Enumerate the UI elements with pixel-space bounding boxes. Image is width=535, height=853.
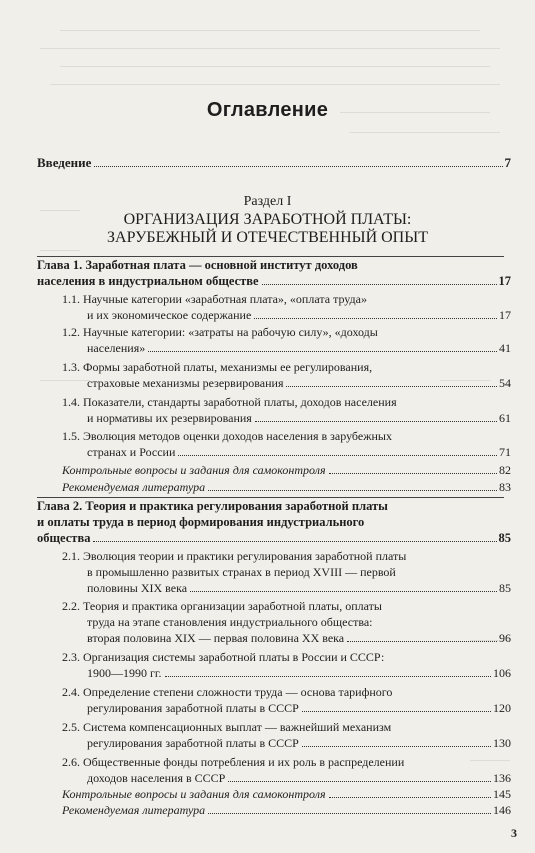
toc-entry-chapter-2-questions[interactable] [62, 786, 511, 802]
dot-leader [94, 166, 502, 167]
toc-entry-1-4-line-1[interactable]: 1.4. Показатели, стандарты заработной платы, доходов населения [62, 395, 397, 409]
dot-leader [178, 455, 497, 456]
toc-entry-page: 145 [493, 787, 511, 801]
dot-leader [302, 711, 491, 712]
chapter-1-page: 17 [498, 274, 511, 288]
toc-entry-2-3[interactable] [87, 665, 511, 681]
toc-entry-2-1-line-2[interactable]: в промышленно развитых странах в период XVIII — первой [87, 565, 396, 579]
chapter-2-title-line-3: общества [37, 531, 91, 545]
toc-entry-line: странах и России [87, 445, 176, 459]
toc-entry-page: 96 [499, 631, 511, 645]
toc-entry-1-4[interactable] [87, 410, 511, 426]
dot-leader [228, 781, 491, 782]
toc-entry-line: Контрольные вопросы и задания для самоконтроля [62, 787, 326, 801]
section-number: Раздел I [243, 194, 292, 209]
toc-entry-1-5-line-1[interactable]: 1.5. Эволюция методов оценки доходов населения в зарубежных [62, 429, 392, 443]
toc-entry-1-1-line-1[interactable]: 1.1. Научные категории «заработная плата», «оплата труда» [62, 292, 367, 306]
toc-entry-1-5[interactable] [87, 444, 511, 460]
toc-entry-page: 71 [499, 445, 511, 459]
toc-entry-line: и нормативы их резервирования [87, 411, 252, 425]
dot-leader [190, 591, 497, 592]
toc-entry-2-4-line-1[interactable]: 2.4. Определение степени сложности труда — основа тарифного [62, 685, 393, 699]
toc-entry-line: половины XIX века [87, 581, 188, 595]
page-title: Оглавление [206, 99, 329, 121]
dot-leader [262, 284, 497, 285]
toc-entry-page: 54 [499, 376, 511, 390]
toc-entry-2-2[interactable] [87, 630, 511, 646]
toc-entry-line: регулирования заработной платы в СССР [87, 701, 299, 715]
toc-entry-page: 106 [493, 666, 511, 680]
chapter-2-title-line-2[interactable]: и оплаты труда в период формирования индустриального [37, 515, 365, 529]
toc-entry-2-2-line-1[interactable]: 2.2. Теория и практика организации заработной платы, оплаты [62, 599, 382, 613]
dot-leader [329, 473, 497, 474]
section-title-line-2: ЗАРУБЕЖНЫЙ И ОТЕЧЕСТВЕННЫЙ ОПЫТ [107, 229, 428, 246]
toc-entry-2-4[interactable] [87, 700, 511, 716]
toc-entry-page: 120 [493, 701, 511, 715]
toc-entry-1-2-line-1[interactable]: 1.2. Научные категории: «затраты на рабочую силу», «доходы [62, 325, 378, 339]
toc-entry-line: вторая половина XIX — первая половина XX века [87, 631, 345, 645]
toc-entry-1-3[interactable] [87, 375, 511, 391]
toc-entry-2-6[interactable] [87, 770, 511, 786]
toc-entry-chapter-1-questions[interactable] [62, 462, 511, 478]
dot-leader [347, 641, 497, 642]
dot-leader [286, 386, 497, 387]
toc-entry-line: Рекомендуемая литература [62, 803, 206, 817]
toc-entry-line: регулирования заработной платы в СССР [87, 736, 299, 750]
toc-entry-page: 61 [499, 411, 511, 425]
toc-entry-1-3-line-1[interactable]: 1.3. Формы заработной платы, механизмы ее регулирования, [62, 360, 373, 374]
toc-entry-line: Контрольные вопросы и задания для самоконтроля [62, 463, 326, 477]
toc-entry-page: 146 [493, 803, 511, 817]
toc-entry-chapter-1[interactable] [37, 273, 511, 289]
chapter-1-title-line-2: населения в индустриальном обществе [37, 274, 259, 288]
toc-entry-page: 85 [499, 581, 511, 595]
toc-entry-page: 7 [504, 155, 511, 170]
toc-entry-2-3-line-1[interactable]: 2.3. Организация системы заработной платы в России и СССР: [62, 650, 385, 664]
dot-leader [254, 318, 497, 319]
toc-entry-chapter-1-literature[interactable] [62, 479, 511, 495]
toc-entry-2-5-line-1[interactable]: 2.5. Система компенсационных выплат — важнейший механизм [62, 720, 392, 734]
toc-entry-line: страховые механизмы резервирования [87, 376, 284, 390]
dot-leader [302, 746, 491, 747]
chapter-1-title-line-1[interactable]: Глава 1. Заработная плата — основной институт доходов [37, 258, 358, 272]
toc-entry-1-2[interactable] [87, 340, 511, 356]
page-number: 3 [511, 826, 517, 840]
section-title-line-1: ОРГАНИЗАЦИЯ ЗАРАБОТНОЙ ПЛАТЫ: [123, 211, 412, 228]
chapter-2-title-line-1[interactable]: Глава 2. Теория и практика регулирования заработной платы [37, 499, 388, 513]
dot-leader [148, 351, 497, 352]
dot-leader [329, 797, 491, 798]
toc-entry-chapter-2-literature[interactable] [62, 802, 511, 818]
toc-entry-2-5[interactable] [87, 735, 511, 751]
toc-entry-2-2-line-2[interactable]: труда на этапе становления индустриального общества: [87, 615, 373, 629]
toc-entry-2-1-line-1[interactable]: 2.1. Эволюция теории и практики регулирования заработной платы [62, 549, 407, 563]
toc-entry-2-6-line-1[interactable]: 2.6. Общественные фонды потребления и их роль в распределении [62, 755, 405, 769]
toc-entry-page: 83 [499, 480, 511, 494]
toc-entry-page: 17 [499, 308, 511, 322]
dot-leader [165, 676, 492, 677]
dot-leader [208, 490, 497, 491]
toc-entry-line: и их экономическое содержание [87, 308, 252, 322]
toc-entry-line: доходов населения в СССР [87, 771, 226, 785]
toc-entry-line: 1900—1990 гг. [87, 666, 162, 680]
toc-entry-page: 130 [493, 736, 511, 750]
dot-leader [93, 541, 496, 542]
toc-entry-page: 136 [493, 771, 511, 785]
toc-entry-1-1[interactable] [87, 307, 511, 323]
toc-entry-intro[interactable] [37, 155, 511, 171]
toc-entry-page: 41 [499, 341, 511, 355]
dot-leader [255, 421, 497, 422]
chapter-2-page: 85 [498, 531, 511, 545]
toc-entry-2-1[interactable] [87, 580, 511, 596]
toc-entry-chapter-2[interactable] [37, 530, 511, 546]
toc-entry-line: населения» [87, 341, 146, 355]
toc-entry-label: Введение [37, 155, 92, 170]
toc-entry-line: Рекомендуемая литература [62, 480, 206, 494]
dot-leader [208, 813, 491, 814]
toc-entry-page: 82 [499, 463, 511, 477]
